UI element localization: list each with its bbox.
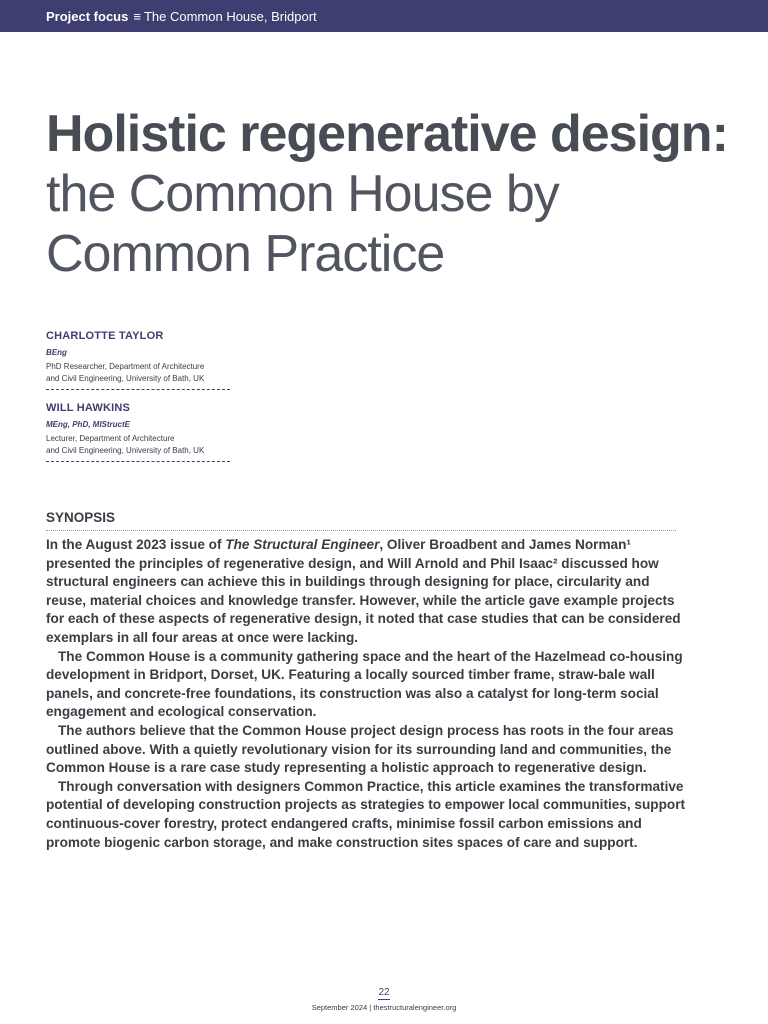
title-light: the Common House by Common Practice — [46, 165, 559, 283]
author-role-line: Lecturer, Department of Architecture — [46, 434, 175, 443]
synopsis-divider — [46, 530, 676, 531]
website-link: thestructuralengineer.org — [373, 1003, 457, 1012]
synopsis-paragraph: The Common House is a community gathering space and the heart of the Hazelmead co-housing development in Bridport, Dorset, UK. Featuring a locally sourced timber frame, straw-bale wall panels, and concrete-free foundations, its construction was also a catalyst for long-term social engagement and ecological conservation. — [46, 648, 683, 720]
section-label: Project focus — [46, 8, 129, 24]
synopsis-paragraph — [46, 536, 686, 648]
page-number-text: 22 — [378, 987, 390, 998]
author-role — [46, 433, 230, 457]
journal-name: The Structural Engineer — [225, 537, 380, 552]
synopsis-heading: SYNOPSIS — [46, 510, 116, 525]
author-divider — [46, 461, 230, 462]
menu-icon: ≡ — [133, 8, 141, 24]
author-name: CHARLOTTE TAYLOR — [46, 330, 164, 342]
author-block-1 — [46, 330, 230, 390]
synopsis-paragraph: Through conversation with designers Common Practice, this article examines the transformative potential of developing construction projects as strategies to empower local communities, support continuous-cover forestry, protect endangered crafts, minimise fossil carbon emissions and promote biogenic carbon storage, and make construction sites spaces of care and support. — [46, 778, 686, 850]
synopsis-body — [46, 536, 686, 852]
author-role-line: and Civil Engineering, University of Bath, UK — [46, 374, 205, 383]
author-divider — [46, 389, 230, 390]
issue-date: September 2024 — [311, 1003, 368, 1012]
author-name: WILL HAWKINS — [46, 402, 131, 414]
article-title — [46, 104, 746, 284]
synopsis-paragraph: The authors believe that the Common House project design process has roots in the four areas outlined above. With a quietly revolutionary vision for its surrounding land and communities, the Common House is a rare case study representing a holistic approach to regenerative design. — [46, 722, 674, 776]
footer-separator: | — [369, 1003, 372, 1012]
title-bold: Holistic regenerative design: — [46, 105, 728, 163]
author-qualifications: MEng, PhD, MIStructE — [46, 420, 130, 429]
synopsis-text: , Oliver Broadbent and James Norman¹ presented the principles of regenerative design, and Will Arnold and Phil Isaac² discussed how structural engineers can achieve this in buildings through designing for place, circularity and reuse, material choices and knowledge transfer. However, while the article gave example projects for each of these aspects of regenerative design, it noted that case studies that can be considered exemplars in all four areas at once were lacking. — [46, 537, 681, 645]
project-subject: The Common House, Bridport — [143, 8, 317, 24]
page-number — [0, 987, 768, 998]
author-role — [46, 361, 230, 385]
author-role-line: PhD Researcher, Department of Architecture — [46, 362, 205, 371]
synopsis-text: In the August 2023 issue of — [46, 537, 226, 552]
author-qualifications: BEng — [46, 348, 67, 357]
author-block-2 — [46, 402, 230, 462]
footer-meta — [0, 1003, 768, 1012]
author-role-line: and Civil Engineering, University of Bath, UK — [46, 446, 205, 455]
header-bar — [0, 0, 768, 32]
